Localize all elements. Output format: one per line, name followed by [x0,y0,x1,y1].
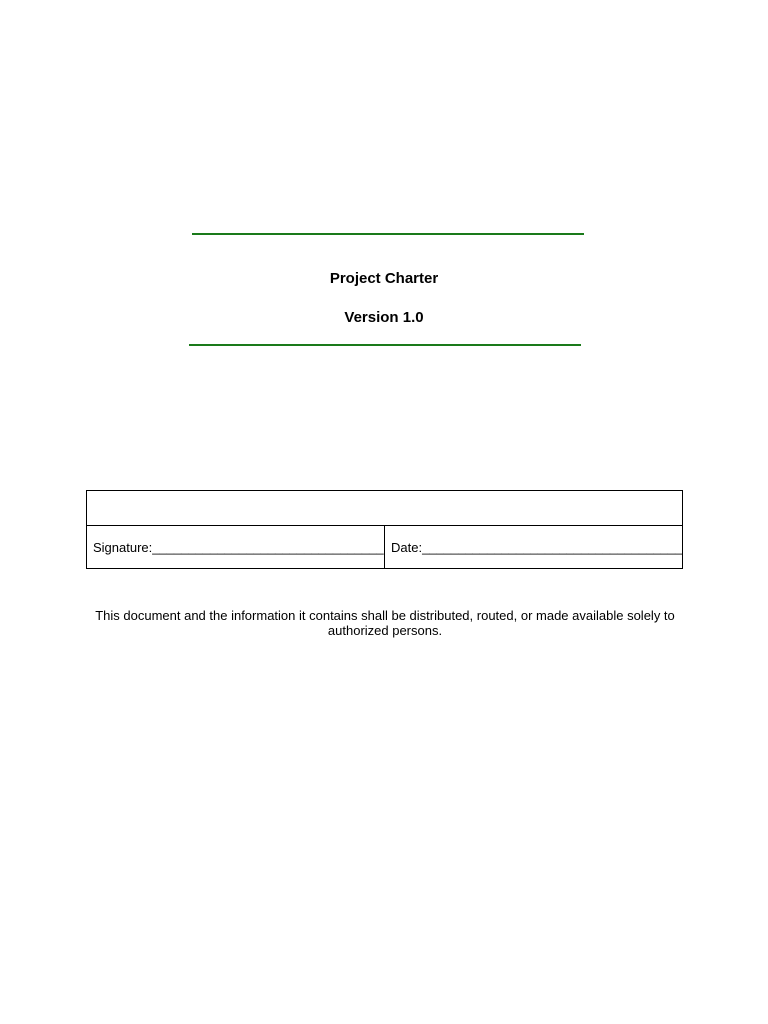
title-bottom-rule [189,344,581,346]
date-field: Date:____________________________________ [385,526,683,569]
document-version: Version 1.0 [344,309,424,326]
approval-header-row [87,491,683,526]
document-title: Project Charter [329,270,439,287]
approval-field-row [87,526,683,569]
approval-header-cell [87,491,683,526]
signature-field: Signature:________________________________ [87,526,385,569]
title-top-rule [192,233,584,235]
approval-table [86,490,683,569]
distribution-notice: This document and the information it contains shall be distributed, routed, or made available solely to authorized persons. [95,608,675,638]
